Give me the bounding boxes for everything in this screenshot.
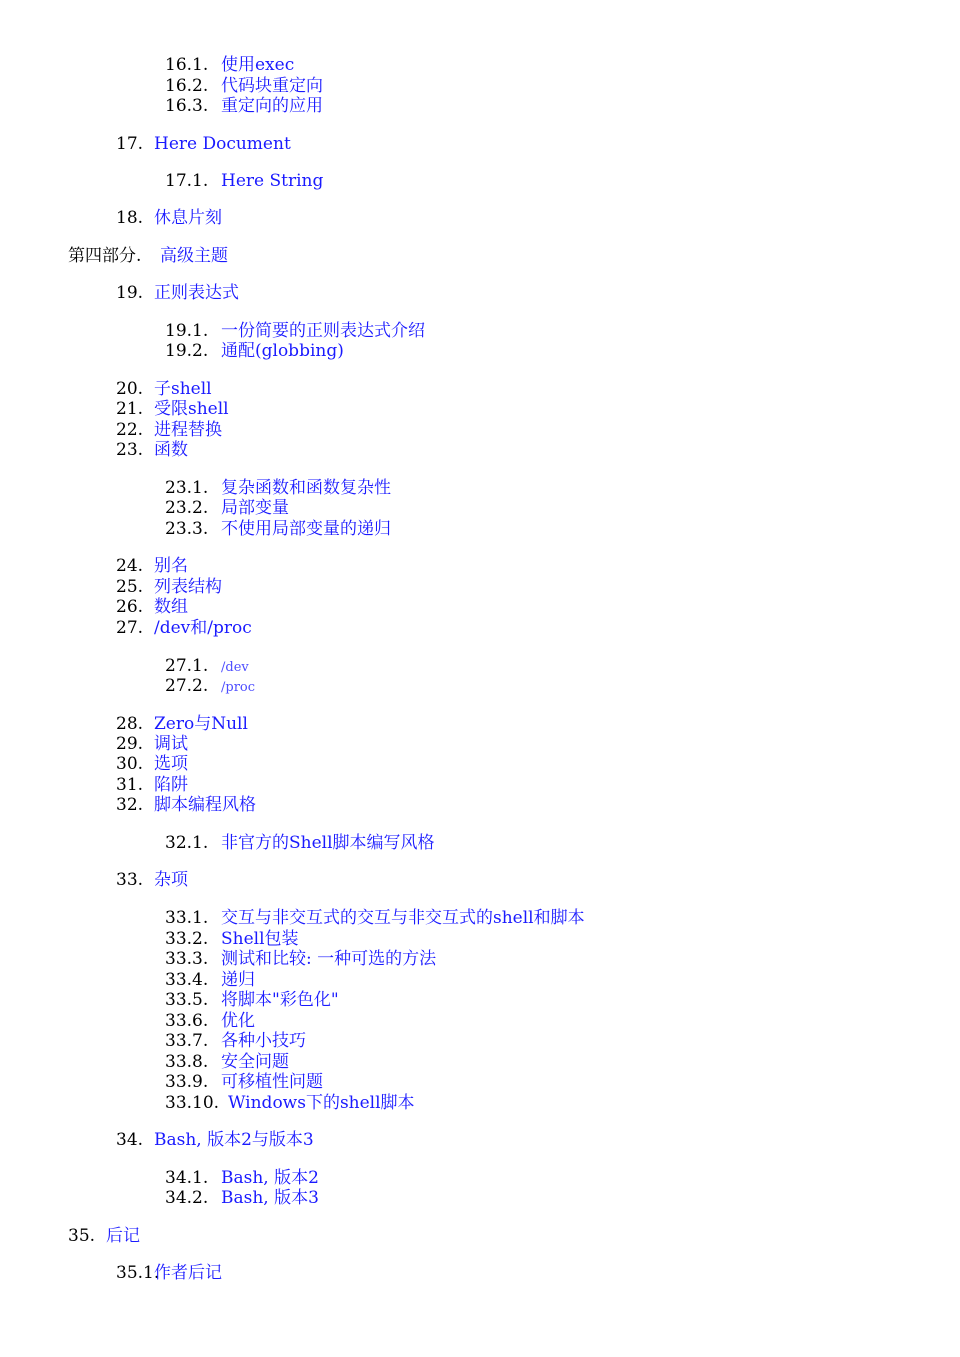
toc-entry	[165, 1188, 319, 1209]
toc-entry-link[interactable]: 通配(globbing)	[221, 341, 344, 361]
toc-entry-link[interactable]: 代码块重定向	[221, 76, 323, 96]
toc-entry-link[interactable]: /dev	[221, 660, 249, 675]
toc-entry-link[interactable]: 测试和比较: 一种可选的方法	[221, 949, 437, 969]
toc-entry-number: 31.	[116, 775, 144, 795]
toc-entry-link[interactable]: 一份简要的正则表达式介绍	[221, 321, 425, 341]
toc-entry-link[interactable]: 不使用局部变量的递归	[221, 519, 391, 539]
toc-entry-link[interactable]: 列表结构	[154, 577, 222, 597]
toc-entry	[165, 970, 255, 991]
toc-entry-number: 19.	[116, 283, 144, 303]
toc-entry-number: 19.2.	[165, 341, 209, 361]
toc-entry-link[interactable]: 使用exec	[221, 55, 295, 75]
toc-entry-number: 35.1.	[116, 1263, 160, 1283]
toc-entry-link[interactable]: Shell包装	[221, 929, 299, 949]
toc-entry	[165, 990, 339, 1011]
toc-entry-link[interactable]: 后记	[106, 1226, 140, 1246]
toc-entry-number: 16.1.	[165, 55, 209, 75]
toc-entry-number: 23.1.	[165, 478, 209, 498]
toc-entry-link[interactable]: 脚本编程风格	[154, 795, 256, 815]
toc-entry	[165, 171, 323, 192]
toc-entry-number: 22.	[116, 420, 144, 440]
toc-entry-link[interactable]: 休息片刻	[154, 208, 222, 228]
toc-entry-link[interactable]: Windows下的shell脚本	[228, 1093, 415, 1113]
toc-entry	[165, 908, 585, 929]
toc-entry	[165, 949, 436, 970]
toc-entry-number: 33.2.	[165, 929, 209, 949]
toc-entry	[116, 597, 188, 618]
toc-entry-link[interactable]: 正则表达式	[154, 283, 239, 303]
toc-entry-link[interactable]: /proc	[221, 680, 256, 695]
toc-entry-number: 33.6.	[165, 1011, 209, 1031]
toc-entry-number: 24.	[116, 556, 144, 576]
toc-entry-number: 16.2.	[165, 76, 209, 96]
toc-entry-link[interactable]: 进程替换	[154, 420, 222, 440]
toc-entry	[116, 208, 222, 229]
toc-entry	[116, 1263, 222, 1284]
toc-entry-link[interactable]: 安全问题	[221, 1052, 289, 1072]
toc-entry-link[interactable]: 交互与非交互式的交互与非交互式的shell和脚本	[221, 908, 585, 928]
toc-entry-number: 34.1.	[165, 1168, 209, 1188]
toc-entry	[165, 929, 299, 950]
toc-entry-link[interactable]: 非官方的Shell脚本编写风格	[221, 833, 435, 853]
toc-entry-link[interactable]: 作者后记	[154, 1263, 222, 1283]
toc-entry	[116, 795, 256, 816]
toc-entry-link[interactable]: 杂项	[154, 870, 188, 890]
toc-entry-link[interactable]: 递归	[221, 970, 255, 990]
toc-entry	[68, 1226, 140, 1247]
toc-entry-link[interactable]: 受限shell	[154, 399, 229, 419]
toc-entry-number: 33.9.	[165, 1072, 209, 1092]
toc-entry-number: 25.	[116, 577, 144, 597]
toc-entry-link[interactable]: Here String	[221, 171, 324, 191]
toc-entry-number: 23.2.	[165, 498, 209, 518]
toc-entry-number: 33.10.	[165, 1093, 220, 1113]
toc-entry-link[interactable]: 数组	[154, 597, 188, 617]
toc-entry	[165, 1168, 319, 1189]
toc-entry-number: 23.3.	[165, 519, 209, 539]
toc-entry-number: 29.	[116, 734, 144, 754]
toc-entry	[165, 656, 249, 677]
toc-entry	[116, 556, 188, 577]
toc-entry-link[interactable]: 各种小技巧	[221, 1031, 306, 1051]
toc-entry	[116, 379, 212, 400]
toc-entry-number: 17.	[116, 134, 144, 154]
toc-entry-link[interactable]: 高级主题	[160, 246, 228, 266]
toc-entry	[116, 440, 188, 461]
toc-entry	[165, 1052, 289, 1073]
toc-entry	[165, 676, 255, 697]
toc-entry-number: 20.	[116, 379, 144, 399]
toc-entry-link[interactable]: Bash, 版本3	[221, 1188, 319, 1208]
toc-entry-link[interactable]: 复杂函数和函数复杂性	[221, 478, 391, 498]
toc-entry-link[interactable]: Zero与Null	[154, 714, 248, 734]
toc-entry-number: 19.1.	[165, 321, 209, 341]
toc-entry	[165, 76, 323, 97]
toc-entry-number: 33.5.	[165, 990, 209, 1010]
toc-entry-number: 33.1.	[165, 908, 209, 928]
toc-entry	[116, 870, 188, 891]
toc-entry-number: 33.	[116, 870, 144, 890]
toc-entry-link[interactable]: Here Document	[154, 134, 291, 154]
toc-entry-number: 21.	[116, 399, 144, 419]
toc-entry-number: 17.1.	[165, 171, 209, 191]
toc-entry-number: 28.	[116, 714, 144, 734]
toc-entry-link[interactable]: Bash, 版本2与版本3	[154, 1130, 314, 1150]
toc-entry	[68, 246, 228, 267]
toc-entry	[165, 1031, 306, 1052]
toc-entry	[165, 498, 289, 519]
toc-entry	[165, 478, 391, 499]
toc-entry	[165, 321, 425, 342]
toc-entry	[116, 714, 248, 735]
toc-entry-number: 18.	[116, 208, 144, 228]
toc-entry-number: 第四部分.	[68, 246, 142, 266]
toc-entry-number: 33.4.	[165, 970, 209, 990]
toc-entry-number: 32.	[116, 795, 144, 815]
toc-entry-number: 23.	[116, 440, 144, 460]
toc-entry-number: 33.3.	[165, 949, 209, 969]
toc-entry	[165, 1011, 255, 1032]
toc-entry	[116, 134, 291, 155]
toc-entry	[165, 833, 435, 854]
toc-entry-number: 34.2.	[165, 1188, 209, 1208]
toc-entry-link[interactable]: 可移植性问题	[221, 1072, 323, 1092]
toc-entry-link[interactable]: 调试	[154, 734, 188, 754]
toc-entry-link[interactable]: 陷阱	[154, 775, 188, 795]
toc-entry-number: 32.1.	[165, 833, 209, 853]
toc-entry	[116, 399, 229, 420]
toc-entry-number: 27.	[116, 618, 144, 638]
toc-entry-number: 34.	[116, 1130, 144, 1150]
toc-entry-link[interactable]: 函数	[154, 440, 188, 460]
toc-entry-link[interactable]: 局部变量	[221, 498, 289, 518]
toc-entry	[165, 519, 391, 540]
toc-entry-number: 33.7.	[165, 1031, 209, 1051]
toc-entry-number: 27.1.	[165, 656, 209, 676]
toc-entry-link[interactable]: 别名	[154, 556, 188, 576]
toc-entry-number: 35.	[68, 1226, 96, 1246]
toc-entry-number: 16.3.	[165, 96, 209, 116]
toc-entry-link[interactable]: 子shell	[154, 379, 212, 399]
toc-entry	[116, 618, 252, 639]
toc-entry-link[interactable]: /dev和/proc	[154, 618, 252, 638]
toc-entry	[116, 1130, 314, 1151]
toc-entry	[165, 1093, 415, 1114]
toc-entry-link[interactable]: Bash, 版本2	[221, 1168, 319, 1188]
toc-entry-link[interactable]: 将脚本"彩色化"	[221, 990, 339, 1010]
toc-entry-link[interactable]: 选项	[154, 754, 188, 774]
toc-entry-number: 30.	[116, 754, 144, 774]
toc-entry	[116, 775, 188, 796]
toc-entry	[165, 96, 323, 117]
toc-entry	[116, 283, 239, 304]
toc-entry-number: 26.	[116, 597, 144, 617]
toc-entry	[116, 734, 188, 755]
toc-entry-link[interactable]: 重定向的应用	[221, 96, 323, 116]
toc-entry	[116, 577, 222, 598]
toc-entry	[116, 420, 222, 441]
toc-entry-number: 27.2.	[165, 676, 209, 696]
toc-entry	[116, 754, 188, 775]
toc-entry-link[interactable]: 优化	[221, 1011, 255, 1031]
toc-entry-number: 33.8.	[165, 1052, 209, 1072]
toc-entry	[165, 1072, 323, 1093]
toc-entry	[165, 341, 344, 362]
toc-entry	[165, 55, 294, 76]
